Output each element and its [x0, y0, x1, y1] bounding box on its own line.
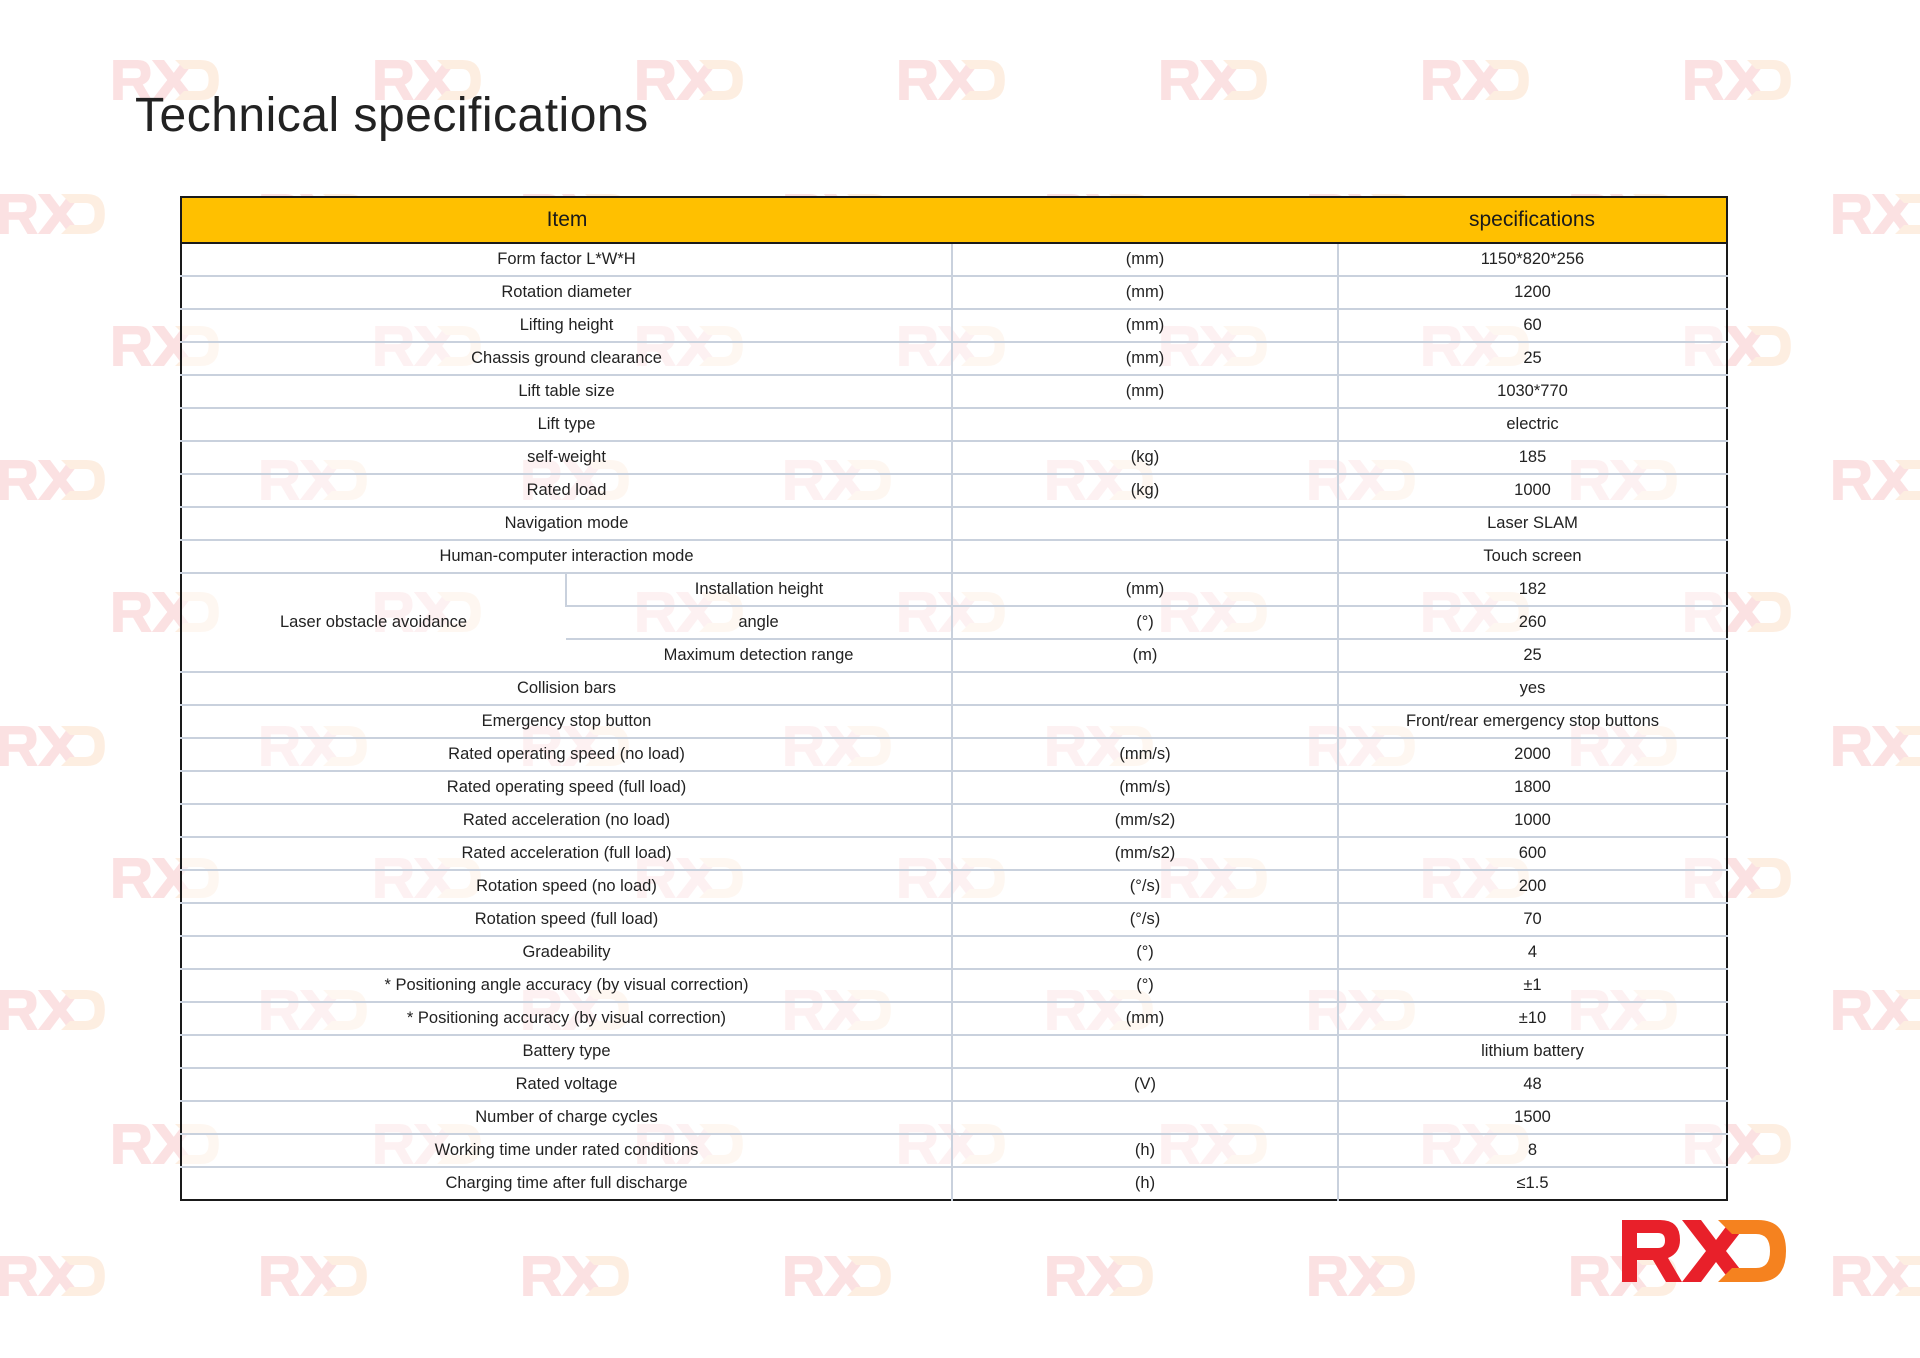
spec-value: ≤1.5 — [1338, 1167, 1727, 1200]
spec-unit: (°/s) — [952, 870, 1338, 903]
spec-unit — [952, 408, 1338, 441]
spec-item: Rated acceleration (no load) — [181, 804, 952, 837]
spec-item: Working time under rated conditions — [181, 1134, 952, 1167]
watermark-logo — [0, 990, 106, 1030]
watermark-logo — [1046, 1256, 1154, 1296]
spec-item: Rated voltage — [181, 1068, 952, 1101]
table-row — [181, 1101, 1727, 1134]
spec-value: ±1 — [1338, 969, 1727, 1002]
spec-value: 185 — [1338, 441, 1727, 474]
spec-value: 1800 — [1338, 771, 1727, 804]
table-row — [181, 903, 1727, 936]
spec-item: Battery type — [181, 1035, 952, 1068]
spec-unit: (h) — [952, 1167, 1338, 1200]
spec-item: Rotation speed (no load) — [181, 870, 952, 903]
table-row — [181, 276, 1727, 309]
spec-unit: (mm) — [952, 243, 1338, 276]
spec-value: 182 — [1338, 573, 1727, 606]
spec-unit: (mm/s2) — [952, 804, 1338, 837]
spec-value: 1150*820*256 — [1338, 243, 1727, 276]
table-row — [181, 738, 1727, 771]
spec-item: Lifting height — [181, 309, 952, 342]
spec-subitem: angle — [566, 606, 952, 639]
spec-unit — [952, 705, 1338, 738]
watermark-logo — [1832, 460, 1920, 500]
spec-value: Front/rear emergency stop buttons — [1338, 705, 1727, 738]
spec-item: Chassis ground clearance — [181, 342, 952, 375]
spec-unit: (mm) — [952, 1002, 1338, 1035]
table-row — [181, 969, 1727, 1002]
spec-value: 1000 — [1338, 474, 1727, 507]
spec-item: Lift table size — [181, 375, 952, 408]
table-row — [181, 870, 1727, 903]
spec-item: Rated load — [181, 474, 952, 507]
table-row — [181, 1134, 1727, 1167]
spec-value: 70 — [1338, 903, 1727, 936]
spec-unit: (mm) — [952, 276, 1338, 309]
spec-item: Charging time after full discharge — [181, 1167, 952, 1200]
spec-value: 48 — [1338, 1068, 1727, 1101]
spec-item: * Positioning angle accuracy (by visual correction) — [181, 969, 952, 1002]
table-row — [181, 771, 1727, 804]
watermark-logo — [1832, 1256, 1920, 1296]
spec-item: Rotation diameter — [181, 276, 952, 309]
table-row — [181, 672, 1727, 705]
table-header-row — [181, 197, 1727, 243]
spec-item: Number of charge cycles — [181, 1101, 952, 1134]
table-row — [181, 375, 1727, 408]
watermark-logo — [522, 1256, 630, 1296]
spec-value: yes — [1338, 672, 1727, 705]
spec-unit: (kg) — [952, 441, 1338, 474]
table-row — [181, 705, 1727, 738]
spec-table — [180, 196, 1728, 1201]
spec-item: * Positioning accuracy (by visual correction) — [181, 1002, 952, 1035]
spec-value: Laser SLAM — [1338, 507, 1727, 540]
spec-value: 8 — [1338, 1134, 1727, 1167]
page-title: Technical specifications — [135, 89, 649, 142]
spec-value: 1500 — [1338, 1101, 1727, 1134]
header-unit — [952, 197, 1338, 243]
spec-item: Lift type — [181, 408, 952, 441]
table-row — [181, 1068, 1727, 1101]
table-row — [181, 474, 1727, 507]
spec-value: 600 — [1338, 837, 1727, 870]
spec-value: 1030*770 — [1338, 375, 1727, 408]
spec-value: Touch screen — [1338, 540, 1727, 573]
rxd-logo — [1622, 1220, 1786, 1282]
spec-value: 200 — [1338, 870, 1727, 903]
table-row — [181, 342, 1727, 375]
spec-item: Rotation speed (full load) — [181, 903, 952, 936]
spec-unit — [952, 1035, 1338, 1068]
table-row — [181, 309, 1727, 342]
spec-unit — [952, 672, 1338, 705]
spec-unit: (°) — [952, 606, 1338, 639]
spec-unit: (mm) — [952, 342, 1338, 375]
spec-value: 260 — [1338, 606, 1727, 639]
watermark-logo — [1684, 60, 1792, 100]
spec-value: ±10 — [1338, 1002, 1727, 1035]
watermark-logo — [1160, 60, 1268, 100]
watermark-logo — [0, 1256, 106, 1296]
watermark-logo — [1832, 194, 1920, 234]
table-row — [181, 1167, 1727, 1200]
spec-value: 1200 — [1338, 276, 1727, 309]
spec-item: Form factor L*W*H — [181, 243, 952, 276]
table-row — [181, 408, 1727, 441]
spec-unit: (°) — [952, 969, 1338, 1002]
spec-item: Rated operating speed (full load) — [181, 771, 952, 804]
spec-unit — [952, 1101, 1338, 1134]
spec-unit: (mm/s) — [952, 771, 1338, 804]
spec-unit: (mm/s2) — [952, 837, 1338, 870]
spec-value: electric — [1338, 408, 1727, 441]
spec-value: 1000 — [1338, 804, 1727, 837]
watermark-logo — [1422, 60, 1530, 100]
spec-item: Gradeability — [181, 936, 952, 969]
spec-value: 25 — [1338, 639, 1727, 672]
spec-unit: (V) — [952, 1068, 1338, 1101]
watermark-logo — [260, 1256, 368, 1296]
table-row — [181, 1035, 1727, 1068]
spec-unit — [952, 507, 1338, 540]
spec-unit: (kg) — [952, 474, 1338, 507]
spec-unit: (mm) — [952, 309, 1338, 342]
table-row — [181, 540, 1727, 573]
spec-table-body — [181, 243, 1727, 1200]
header-specifications: specifications — [1338, 197, 1727, 243]
spec-value: 2000 — [1338, 738, 1727, 771]
watermark-logo — [0, 194, 106, 234]
table-row — [181, 804, 1727, 837]
spec-item: Emergency stop button — [181, 705, 952, 738]
table-row — [181, 837, 1727, 870]
spec-item: Human-computer interaction mode — [181, 540, 952, 573]
watermark-logo — [784, 1256, 892, 1296]
watermark-logo — [1832, 990, 1920, 1030]
watermark-logo — [898, 60, 1006, 100]
spec-subitem: Installation height — [566, 573, 952, 606]
spec-item: Rated acceleration (full load) — [181, 837, 952, 870]
spec-value: 25 — [1338, 342, 1727, 375]
watermark-logo — [1832, 726, 1920, 766]
spec-value: 60 — [1338, 309, 1727, 342]
table-row — [181, 441, 1727, 474]
spec-unit: (mm) — [952, 375, 1338, 408]
spec-unit: (°) — [952, 936, 1338, 969]
spec-subitem: Maximum detection range — [566, 639, 952, 672]
spec-value: lithium battery — [1338, 1035, 1727, 1068]
laser-group-label: Laser obstacle avoidance — [181, 573, 566, 672]
watermark-logo — [1308, 1256, 1416, 1296]
spec-unit: (mm) — [952, 573, 1338, 606]
header-item: Item — [181, 197, 952, 243]
spec-value: 4 — [1338, 936, 1727, 969]
spec-unit: (°/s) — [952, 903, 1338, 936]
spec-unit: (mm/s) — [952, 738, 1338, 771]
spec-item: self-weight — [181, 441, 952, 474]
spec-unit: (h) — [952, 1134, 1338, 1167]
spec-item: Navigation mode — [181, 507, 952, 540]
spec-item: Collision bars — [181, 672, 952, 705]
table-row — [181, 1002, 1727, 1035]
table-row — [181, 243, 1727, 276]
watermark-logo — [0, 460, 106, 500]
table-row — [181, 507, 1727, 540]
spec-item: Rated operating speed (no load) — [181, 738, 952, 771]
table-row — [181, 573, 1727, 606]
watermark-logo — [0, 726, 106, 766]
spec-unit: (m) — [952, 639, 1338, 672]
watermark-logo — [636, 60, 744, 100]
table-row — [181, 936, 1727, 969]
spec-unit — [952, 540, 1338, 573]
